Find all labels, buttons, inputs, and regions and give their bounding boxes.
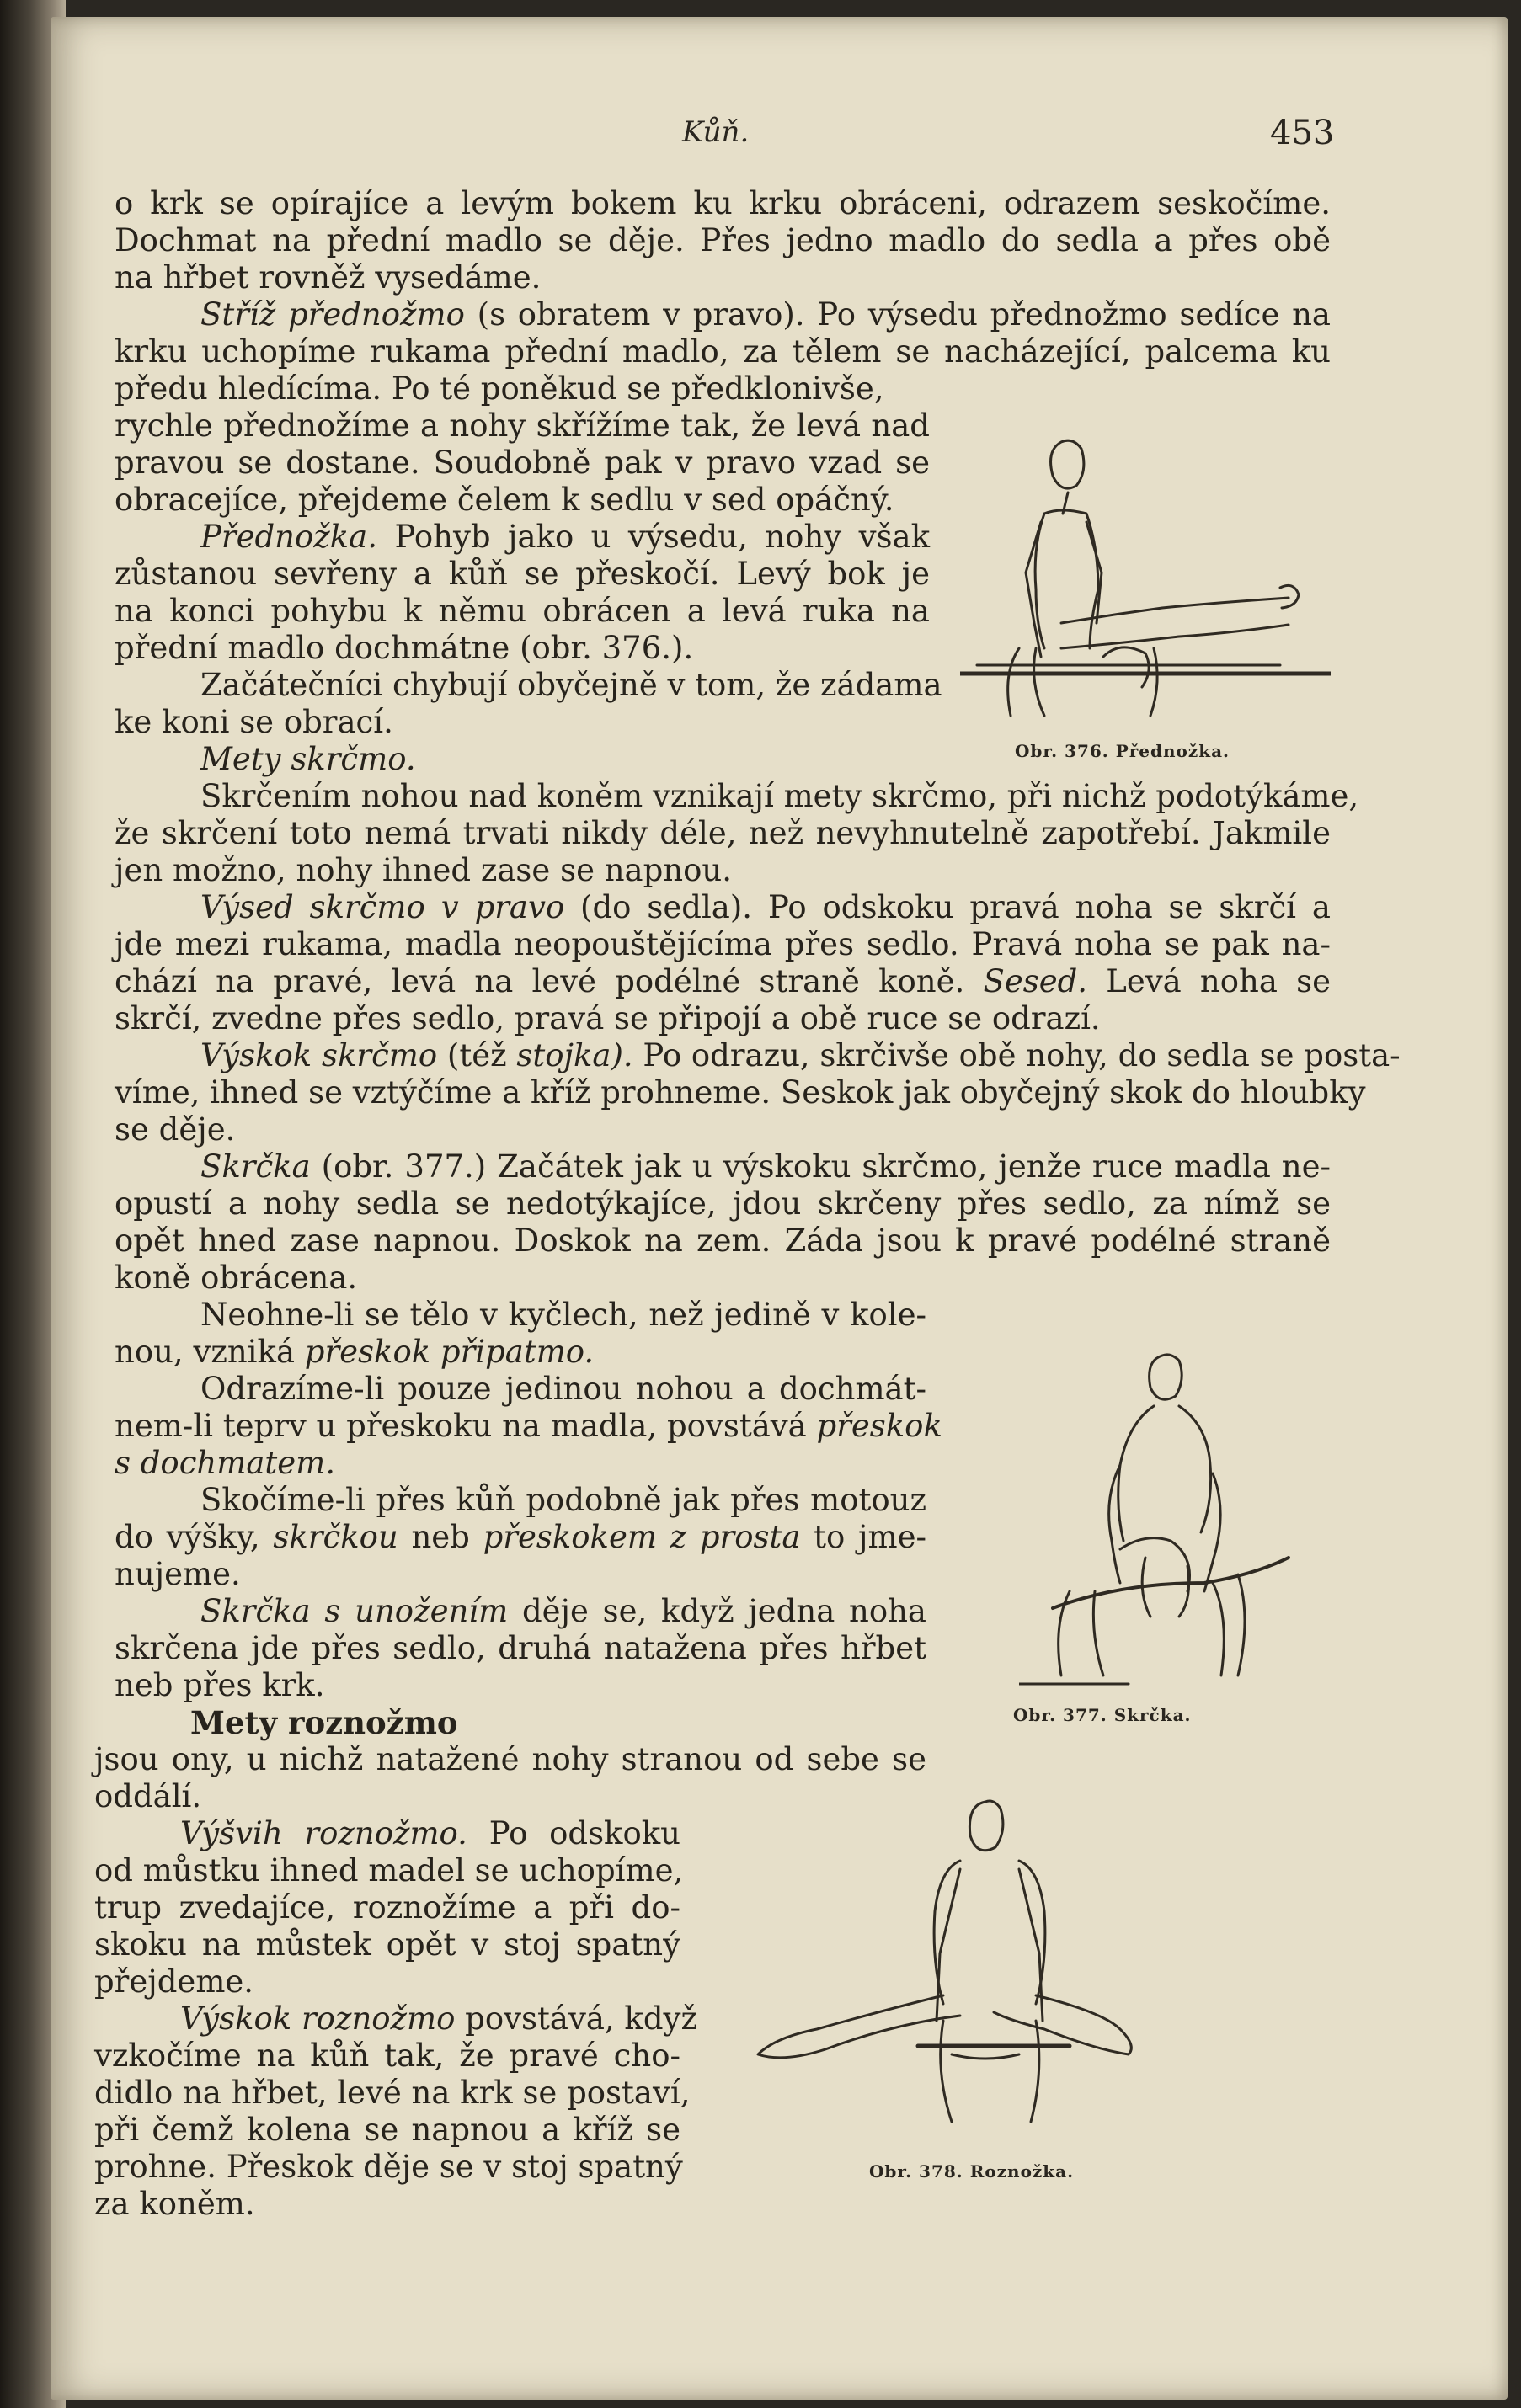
text-line: zůstanou sevřeny a kůň se přeskočí. Levý bok je <box>115 556 930 592</box>
text-line: Stříž přednožmo (s obratem v pravo). Po výsedu přednožmo sedíce na <box>200 296 1331 333</box>
text-line: Odrazíme-li pouze jedinou nohou a dochmát- <box>200 1371 926 1407</box>
text-line: na hřbet rovněž vysedáme. <box>115 259 542 296</box>
text-line: Výsed skrčmo v pravo (do sedla). Po odskoku pravá noha se skrčí a <box>200 889 1331 925</box>
figure-378-caption: Obr. 378. Roznožka. <box>869 2161 1075 2182</box>
figure-376-illustration <box>960 396 1331 749</box>
text-line: skrčena jde přes sedlo, druhá natažena přes hřbet <box>115 1630 926 1666</box>
text-line: se děje. <box>115 1111 236 1148</box>
text-line: krku uchopíme rukama přední madlo, za tělem se nacházející, palcema ku <box>115 333 1331 370</box>
text-line: přejdeme. <box>94 1963 254 2000</box>
text-line: Začátečníci chybují obyčejně v tom, že zádama <box>200 667 942 703</box>
text-line: rychle přednožíme a nohy skřížíme tak, že levá nad <box>115 408 930 444</box>
text-line: ke koni se obrací. <box>115 704 393 740</box>
text-line: Výskok skrčmo (též stojka). Po odrazu, skrčivše obě nohy, do sedla se posta- <box>200 1037 1401 1073</box>
text-line: jde mezi rukama, madla neopouštějícíma přes sedlo. Pravá noha se pak na- <box>115 926 1331 962</box>
text-line: neb přes krk. <box>115 1667 325 1703</box>
text-line: Skočíme-li přes kůň podobně jak přes motouz <box>200 1482 926 1518</box>
text-line: od můstku ihned madel se uchopíme, <box>94 1852 684 1889</box>
text-line: pravou se dostane. Soudobně pak v pravo vzad se <box>115 445 930 481</box>
text-line: přední madlo dochmátne (obr. 376.). <box>115 630 694 666</box>
text-line: za koněm. <box>94 2186 255 2222</box>
text-line: nujeme. <box>115 1556 241 1592</box>
figure-377-illustration <box>1019 1339 1297 1692</box>
text-line: didlo na hřbet, levé na krk se postaví, <box>94 2075 691 2111</box>
figure-377-caption: Obr. 377. Skrčka. <box>1013 1705 1192 1725</box>
text-line: jsou ony, u nichž natažené nohy stranou od sebe se <box>94 1741 926 1777</box>
text-line: Výšvih roznožmo. Po odskoku <box>180 1815 681 1851</box>
text-line: skrčí, zvedne přes sedlo, pravá se připojí a obě ruce se odrazí. <box>115 1000 1101 1036</box>
text-line: Skrčka (obr. 377.) Začátek jak u výskoku skrčmo, jenže ruce madla ne- <box>200 1148 1331 1185</box>
text-line: o krk se opírajíce a levým bokem ku krku obráceni, odrazem seskočíme. <box>115 185 1331 221</box>
text-line: do výšky, skrčkou neb přeskokem z prosta to jme- <box>115 1519 927 1555</box>
text-line: opustí a nohy sedla se nedotýkajíce, jdou skrčeny přes sedlo, za nímž se <box>115 1185 1331 1222</box>
text-line: opět hned zase napnou. Doskok na zem. Záda jsou k pravé podélné straně <box>115 1223 1331 1259</box>
text-line: s dochmatem. <box>115 1445 336 1481</box>
text-line: trup zvedajíce, roznožíme a při do- <box>94 1889 680 1926</box>
text-line: Výskok roznožmo povstává, když <box>180 2000 697 2037</box>
text-line: koně obrácena. <box>115 1260 358 1296</box>
text-line: prohne. Přeskok děje se v stoj spatný <box>94 2149 683 2185</box>
text-line: na konci pohybu k němu obrácen a levá ruka na <box>115 593 930 629</box>
figure-376-caption: Obr. 376. Přednožka. <box>1015 741 1230 761</box>
text-line: obracejíce, přejdeme čelem k sedlu v sed opáčný. <box>115 482 894 518</box>
figure-378-illustration <box>750 1785 1137 2155</box>
text-line: Skrčka s unožením děje se, když jedna noha <box>200 1593 926 1629</box>
text-line: nem-li teprv u přeskoku na madla, povstává přeskok <box>115 1408 942 1444</box>
text-line: nou, vzniká přeskok připatmo. <box>115 1334 595 1370</box>
text-line: při čemž kolena se napnou a kříž se <box>94 2112 680 2148</box>
text-line: Neohne-li se tělo v kyčlech, než jedině v kole- <box>200 1297 926 1333</box>
page-number: 453 <box>1270 114 1335 152</box>
text-line: vzkočíme na kůň tak, že pravé cho- <box>94 2038 680 2074</box>
page-header <box>0 114 1521 164</box>
text-line: Dochmat na přední madlo se děje. Přes jedno madlo do sedla a přes obě <box>115 222 1331 258</box>
text-line: předu hledícíma. Po té poněkud se předklonivše, <box>115 370 884 407</box>
text-line: že skrčení toto nemá trvati nikdy déle, než nevyhnutelně zapotřebí. Jakmile <box>115 815 1331 851</box>
text-line: jen možno, nohy ihned zase se napnou. <box>115 852 732 888</box>
text-line: skoku na můstek opět v stoj spatný <box>94 1926 680 1963</box>
text-line: Mety skrčmo. <box>200 741 416 777</box>
text-line: víme, ihned se vztýčíme a kříž prohneme. Seskok jak obyčejný skok do hloubky <box>115 1074 1366 1111</box>
text-line: Přednožka. Pohyb jako u výsedu, nohy však <box>200 519 930 555</box>
text-line: chází na pravé, levá na levé podélné straně koně. Sesed. Levá noha se <box>115 963 1331 999</box>
running-title: Kůň. <box>682 115 750 149</box>
text-line: Skrčením nohou nad koněm vznikají mety skrčmo, při nichž podotýkáme, <box>200 778 1359 814</box>
text-line: oddálí. <box>94 1778 202 1814</box>
text-line: Mety roznožmo <box>190 1704 458 1741</box>
